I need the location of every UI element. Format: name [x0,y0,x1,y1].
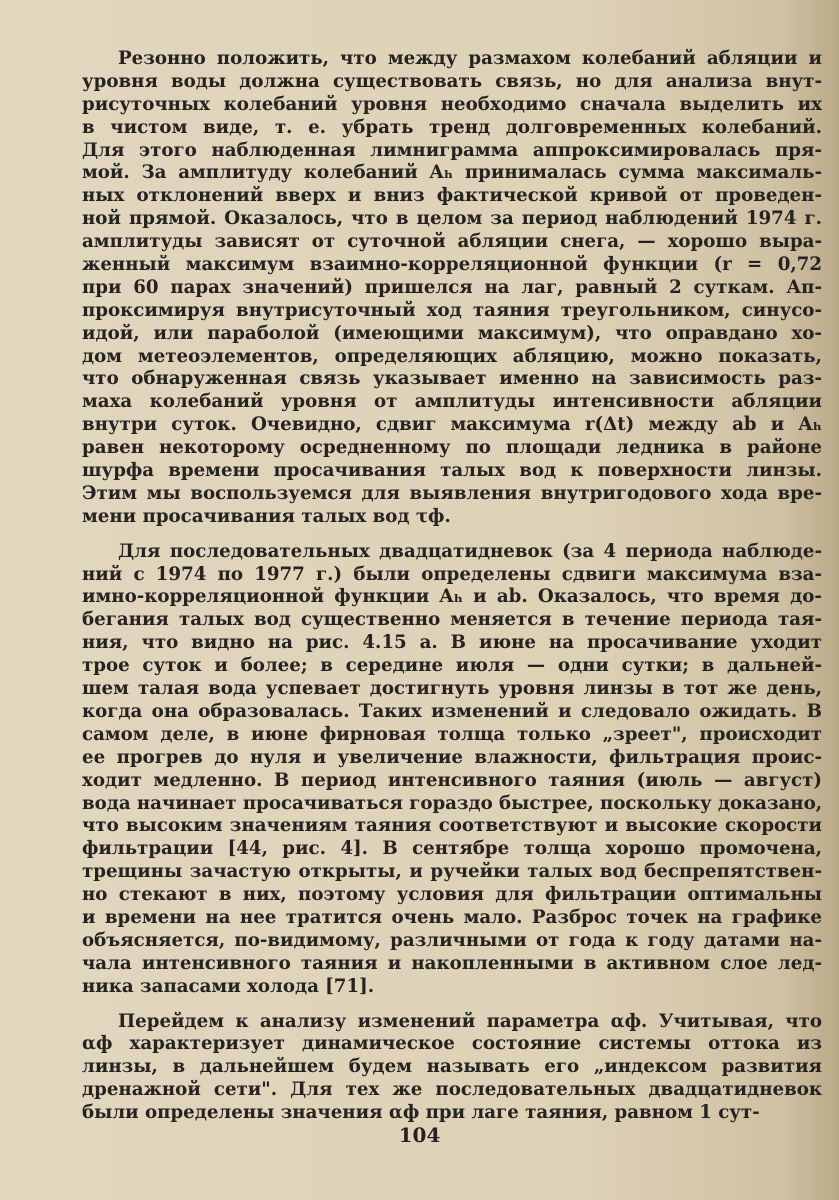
text-line: и времени на нее тратится очень мало. Разброс точек на графике [82,906,822,928]
text-line: рисуточных колебаний уровня необходимо сначала выделить их [82,93,822,115]
text-line: уровня воды должна существовать связь, но для анализа внут- [82,70,822,92]
text-line: дом метеоэлементов, определяющих абляцию, можно показать, [82,345,822,367]
text-line: что высоким значениям таяния соответствуют и высокие скорости [82,815,822,837]
paragraph-gap [82,999,822,1011]
text-line: при 60 парах значений) пришелся на лаг, равный 2 суткам. Ап- [82,276,822,298]
text-line: ных отклонений вверх и вниз фактической кривой от проведен- [82,185,822,207]
text-line: мой. За амплитуду колебаний Aₕ принималась сумма максималь- [82,162,822,184]
text-line: Для этого наблюденная лимниграмма аппроксимировалась пря- [82,139,822,161]
text-line: ний с 1974 по 1977 г.) были определены сдвиги максимума вза- [82,563,822,585]
text-line: αф характеризует динамическое состояние системы оттока из [82,1033,822,1055]
text-line: вода начинает просачиваться гораздо быстрее, поскольку доказано, [82,792,822,814]
text-line: объясняется, по-видимому, различными от года к году датами на- [82,929,822,951]
text-line: ходит медленно. В период интенсивного таяния (июль — август) [82,769,822,791]
text-line: трое суток и более; в середине июля — одни сутки; в дальней- [82,655,822,677]
text-line: бегания талых вод существенно меняется в течение периода тая- [82,609,822,631]
text-line: шем талая вода успевает достигнуть уровня линзы в тот же день, [82,678,822,700]
text-line: чала интенсивного таяния и накопленными в активном слое лед- [82,952,822,974]
text-line: внутри суток. Очевидно, сдвиг максимума r(Δt) между ab и Aₕ [82,414,822,436]
text-line: когда она образовалась. Таких изменений и следовало ожидать. В [82,700,822,722]
text-line: дренажной сети". Для тех же последовательных двадцатидневок [82,1079,822,1101]
text-line: были определены значения αф при лаге таяния, равном 1 сут- [82,1102,760,1124]
paragraph [82,1011,822,1125]
text-line: маха колебаний уровня от амплитуды интенсивности абляции [82,391,822,413]
text-line: Для последовательных двадцатидневок (за 4 периода наблюде- [118,540,822,562]
paragraph [82,541,822,999]
page-number: 104 [398,1123,441,1147]
text-line: ния, что видно на рис. 4.15 a. В июне на просачивание уходит [82,632,822,654]
text-line: идой, или параболой (имеющими максимум), что оправдано хо- [82,322,822,344]
body-text [82,48,822,1125]
text-line: но стекают в них, поэтому условия для фильтрации оптимальны [82,884,822,906]
text-line: шурфа времени просачивания талых вод к поверхности линзы. [82,460,822,482]
text-line: ной прямой. Оказалось, что в целом за период наблюдений 1974 г. [82,208,822,230]
text-line: линзы, в дальнейшем будем называть его „индексом развития [82,1056,822,1078]
text-line: трещины зачастую открыты, и ручейки талых вод беспрепятствен- [82,861,822,883]
text-line: что обнаруженная связь указывает именно на зависимость раз- [82,368,822,390]
text-line: амплитуды зависят от суточной абляции снега, — хорошо выра- [82,231,822,253]
text-line: ника запасами холода [71]. [82,975,375,997]
paragraph [82,48,822,529]
text-line: проксимируя внутрисуточный ход таяния треугольником, синусо- [82,299,822,321]
text-line: равен некоторому осредненному по площади ледника в районе [82,437,822,459]
text-line: женный максимум взаимно-корреляционной функции (r = 0,72 [82,254,822,276]
text-line: Перейдем к анализу изменений параметра αф. Учитывая, что [118,1010,822,1032]
text-line: ее прогрев до нуля и увеличение влажности, фильтрация проис- [82,746,822,768]
text-line: самом деле, в июне фирновая толща только „зреет", происходит [82,723,822,745]
text-line: мени просачивания талых вод τф. [82,505,451,527]
text-line: фильтрации [44, рис. 4]. В сентябре толща хорошо промочена, [82,838,822,860]
paragraph-gap [82,529,822,541]
text-line: Этим мы воспользуемся для выявления внутригодового хода вре- [82,482,822,504]
text-line: имно-корреляционной функции Aₕ и ab. Оказалось, что время до- [82,586,822,608]
text-line: в чистом виде, т. е. убрать тренд долговременных колебаний. [82,116,822,138]
text-line: Резонно положить, что между размахом колебаний абляции и [118,48,822,69]
